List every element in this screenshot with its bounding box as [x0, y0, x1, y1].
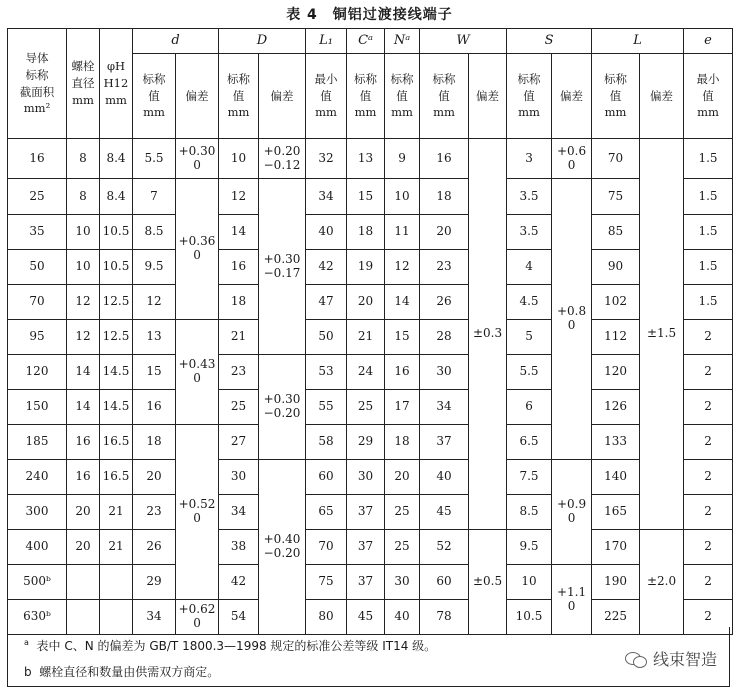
cell-bolt: 14 [67, 390, 100, 425]
cell-d-nominal: 23 [133, 495, 176, 530]
cell-big-d-nominal: 16 [219, 250, 259, 285]
header-l: L [592, 29, 684, 54]
cell-w-nominal: 23 [420, 250, 469, 285]
header-d-nominal: 标称 值 mm [133, 54, 176, 139]
cell-l1-min: 80 [306, 600, 347, 635]
cell-area: 35 [8, 215, 67, 250]
cell-e-min: 2 [684, 425, 733, 460]
deviation-d-4: +0.62 0 [176, 600, 219, 635]
cell-big-d-nominal: 10 [219, 139, 259, 179]
cell-s-nominal: 8.5 [507, 495, 552, 530]
cell-n-nominal: 25 [385, 530, 420, 565]
cell-d-nominal: 8.5 [133, 215, 176, 250]
cell-n-nominal: 10 [385, 179, 420, 215]
cell-w-nominal: 52 [420, 530, 469, 565]
cell-s-nominal: 5.5 [507, 355, 552, 390]
cell-e-min: 2 [684, 320, 733, 355]
watermark [625, 647, 717, 670]
header-l-nominal: 标称 值 mm [592, 54, 640, 139]
header-w-deviation: 偏差 [469, 54, 507, 139]
cell-w-nominal: 37 [420, 425, 469, 460]
table-row [8, 250, 733, 285]
table-row [8, 355, 733, 390]
cell-d-nominal: 20 [133, 460, 176, 495]
cell-w-nominal: 26 [420, 285, 469, 320]
table-title: 表 4 铜铝过渡接线端子 [286, 7, 453, 23]
cell-c-nominal: 24 [347, 355, 385, 390]
cell-e-min: 2 [684, 565, 733, 600]
cell-l-nominal: 225 [592, 600, 640, 635]
cell-area: 185 [8, 425, 67, 460]
deviation-s-0: +0.6 0 [552, 139, 592, 179]
cell-phi: 16.5 [100, 460, 133, 495]
table-row [8, 460, 733, 495]
cell-l-nominal: 112 [592, 320, 640, 355]
cell-s-nominal: 3.5 [507, 179, 552, 215]
cell-l1-min: 65 [306, 495, 347, 530]
cell-phi: 21 [100, 530, 133, 565]
table-row [8, 495, 733, 530]
deviation-s-1: +0.8 0 [552, 179, 592, 460]
note-b-text: 螺栓直径和数量由供需双方商定。 [39, 665, 220, 679]
header-e-min: 最小 值 mm [684, 54, 733, 139]
spec-table [7, 28, 733, 635]
cell-area: 400 [8, 530, 67, 565]
cell-s-nominal: 4 [507, 250, 552, 285]
header-e: e [684, 29, 733, 54]
cell-c-nominal: 37 [347, 530, 385, 565]
cell-big-d-nominal: 30 [219, 460, 259, 495]
cell-w-nominal: 28 [420, 320, 469, 355]
cell-c-nominal: 29 [347, 425, 385, 460]
cell-l-nominal: 170 [592, 530, 640, 565]
cell-l1-min: 70 [306, 530, 347, 565]
cell-n-nominal: 17 [385, 390, 420, 425]
cell-w-nominal: 20 [420, 215, 469, 250]
cell-l-nominal: 165 [592, 495, 640, 530]
cell-big-d-nominal: 25 [219, 390, 259, 425]
cell-phi: 12.5 [100, 285, 133, 320]
deviation-l-1: ±2.0 [640, 530, 684, 635]
header-d: d [133, 29, 219, 54]
cell-area: 95 [8, 320, 67, 355]
header-s: S [507, 29, 592, 54]
cell-e-min: 2 [684, 530, 733, 565]
cell-n-nominal: 14 [385, 285, 420, 320]
cell-d-nominal: 12 [133, 285, 176, 320]
cell-e-min: 2 [684, 460, 733, 495]
cell-d-nominal: 13 [133, 320, 176, 355]
cell-l-nominal: 126 [592, 390, 640, 425]
cell-e-min: 2 [684, 495, 733, 530]
cell-d-nominal: 15 [133, 355, 176, 390]
cell-d-nominal: 7 [133, 179, 176, 215]
cell-s-nominal: 5 [507, 320, 552, 355]
table-row [8, 285, 733, 320]
header-n-nominal: 标称 值 mm [385, 54, 420, 139]
header-phi-h: φH H12 mm [100, 29, 133, 139]
cell-n-nominal: 20 [385, 460, 420, 495]
cell-area: 630ᵇ [8, 600, 67, 635]
table-row [8, 565, 733, 600]
cell-l1-min: 55 [306, 390, 347, 425]
header-w-nominal: 标称 值 mm [420, 54, 469, 139]
deviation-s-3: +1.1 0 [552, 565, 592, 635]
cell-c-nominal: 15 [347, 179, 385, 215]
cell-l-nominal: 120 [592, 355, 640, 390]
cell-l-nominal: 85 [592, 215, 640, 250]
cell-bolt: 14 [67, 355, 100, 390]
header-c-nominal: 标称 值 mm [347, 54, 385, 139]
cell-area: 150 [8, 390, 67, 425]
cell-c-nominal: 30 [347, 460, 385, 495]
cell-phi: 14.5 [100, 390, 133, 425]
header-big-d-nominal: 标称 值 mm [219, 54, 259, 139]
header-s-deviation: 偏差 [552, 54, 592, 139]
cell-phi [100, 565, 133, 600]
table-notes [7, 627, 730, 687]
cell-phi: 8.4 [100, 139, 133, 179]
cell-s-nominal: 6 [507, 390, 552, 425]
cell-area: 300 [8, 495, 67, 530]
cell-l1-min: 32 [306, 139, 347, 179]
cell-area: 500ᵇ [8, 565, 67, 600]
cell-bolt: 12 [67, 285, 100, 320]
cell-big-d-nominal: 34 [219, 495, 259, 530]
cell-w-nominal: 18 [420, 179, 469, 215]
note-b-marker: b [24, 665, 32, 679]
cell-w-nominal: 34 [420, 390, 469, 425]
cell-c-nominal: 25 [347, 390, 385, 425]
cell-l1-min: 47 [306, 285, 347, 320]
cell-e-min: 1.5 [684, 250, 733, 285]
cell-area: 25 [8, 179, 67, 215]
cell-l-nominal: 133 [592, 425, 640, 460]
cell-bolt: 16 [67, 425, 100, 460]
cell-phi: 21 [100, 495, 133, 530]
deviation-d-2: +0.30 −0.20 [259, 355, 306, 460]
cell-big-d-nominal: 42 [219, 565, 259, 600]
table-row [8, 425, 733, 460]
cell-d-nominal: 16 [133, 390, 176, 425]
cell-w-nominal: 78 [420, 600, 469, 635]
header-bolt-diameter: 螺栓 直径 mm [67, 29, 100, 139]
cell-d-nominal: 26 [133, 530, 176, 565]
cell-l1-min: 42 [306, 250, 347, 285]
cell-l-nominal: 102 [592, 285, 640, 320]
header-l1-min: 最小 值 mm [306, 54, 347, 139]
cell-w-nominal: 45 [420, 495, 469, 530]
cell-bolt [67, 565, 100, 600]
header-w: W [420, 29, 507, 54]
deviation-d-3: +0.40 −0.20 [259, 460, 306, 635]
header-big-d: D [219, 29, 306, 54]
cell-big-d-nominal: 18 [219, 285, 259, 320]
cell-c-nominal: 18 [347, 215, 385, 250]
cell-bolt: 16 [67, 460, 100, 495]
table-row [8, 390, 733, 425]
cell-c-nominal: 13 [347, 139, 385, 179]
table-row [8, 320, 733, 355]
header-n: Nᵃ [385, 29, 420, 54]
cell-n-nominal: 18 [385, 425, 420, 460]
cell-big-d-nominal: 14 [219, 215, 259, 250]
cell-e-min: 2 [684, 355, 733, 390]
deviation-w-0: ±0.3 [469, 139, 507, 530]
deviation-d-0: +0.30 0 [176, 139, 219, 179]
cell-l1-min: 58 [306, 425, 347, 460]
deviation-d-1: +0.30 −0.17 [259, 179, 306, 355]
deviation-d-2: +0.43 0 [176, 320, 219, 425]
cell-bolt: 20 [67, 530, 100, 565]
cell-n-nominal: 16 [385, 355, 420, 390]
cell-big-d-nominal: 23 [219, 355, 259, 390]
cell-d-nominal: 9.5 [133, 250, 176, 285]
cell-big-d-nominal: 38 [219, 530, 259, 565]
watermark-text: 线束智造 [652, 650, 717, 669]
note-a-marker: a [24, 638, 29, 647]
deviation-l-0: ±1.5 [640, 139, 684, 530]
header-l-deviation: 偏差 [640, 54, 684, 139]
note-b [24, 663, 219, 680]
header-d-deviation: 偏差 [176, 54, 219, 139]
cell-bolt: 12 [67, 320, 100, 355]
cell-phi: 14.5 [100, 355, 133, 390]
wechat-icon [625, 650, 647, 668]
cell-c-nominal: 37 [347, 495, 385, 530]
cell-big-d-nominal: 27 [219, 425, 259, 460]
deviation-d-1: +0.36 0 [176, 179, 219, 320]
header-c: Cᵃ [347, 29, 385, 54]
cell-phi: 10.5 [100, 250, 133, 285]
cell-l1-min: 50 [306, 320, 347, 355]
cell-l1-min: 75 [306, 565, 347, 600]
cell-e-min: 1.5 [684, 139, 733, 179]
table-row [8, 215, 733, 250]
header-big-d-deviation: 偏差 [259, 54, 306, 139]
cell-s-nominal: 10.5 [507, 600, 552, 635]
deviation-s-2: +0.9 0 [552, 460, 592, 565]
cell-l-nominal: 140 [592, 460, 640, 495]
cell-bolt: 10 [67, 250, 100, 285]
cell-c-nominal: 19 [347, 250, 385, 285]
cell-big-d-nominal: 54 [219, 600, 259, 635]
cell-area: 50 [8, 250, 67, 285]
cell-w-nominal: 30 [420, 355, 469, 390]
cell-e-min: 2 [684, 600, 733, 635]
table-row [8, 139, 733, 179]
cell-c-nominal: 37 [347, 565, 385, 600]
cell-l-nominal: 75 [592, 179, 640, 215]
cell-area: 120 [8, 355, 67, 390]
table-row [8, 530, 733, 565]
cell-bolt: 20 [67, 495, 100, 530]
cell-n-nominal: 30 [385, 565, 420, 600]
cell-w-nominal: 40 [420, 460, 469, 495]
cell-n-nominal: 15 [385, 320, 420, 355]
cell-c-nominal: 45 [347, 600, 385, 635]
cell-area: 240 [8, 460, 67, 495]
cell-phi: 8.4 [100, 179, 133, 215]
deviation-d-0: +0.20 −0.12 [259, 139, 306, 179]
cell-e-min: 1.5 [684, 285, 733, 320]
cell-n-nominal: 25 [385, 495, 420, 530]
header-s-nominal: 标称 值 mm [507, 54, 552, 139]
cell-l-nominal: 90 [592, 250, 640, 285]
cell-n-nominal: 40 [385, 600, 420, 635]
cell-e-min: 1.5 [684, 179, 733, 215]
cell-n-nominal: 12 [385, 250, 420, 285]
deviation-d-3: +0.52 0 [176, 425, 219, 600]
cell-c-nominal: 20 [347, 285, 385, 320]
table-row [8, 179, 733, 215]
note-a [24, 637, 436, 654]
cell-s-nominal: 9.5 [507, 530, 552, 565]
cell-l1-min: 60 [306, 460, 347, 495]
cell-w-nominal: 16 [420, 139, 469, 179]
cell-bolt: 8 [67, 179, 100, 215]
cell-l1-min: 53 [306, 355, 347, 390]
cell-c-nominal: 21 [347, 320, 385, 355]
cell-e-min: 1.5 [684, 215, 733, 250]
cell-phi: 12.5 [100, 320, 133, 355]
cell-big-d-nominal: 12 [219, 179, 259, 215]
note-a-text: 表中 C、N 的偏差为 GB/T 1800.3—1998 规定的标准公差等级 IT14 级。 [36, 639, 437, 653]
cell-area: 16 [8, 139, 67, 179]
cell-d-nominal: 29 [133, 565, 176, 600]
cell-e-min: 2 [684, 390, 733, 425]
cell-phi: 16.5 [100, 425, 133, 460]
cell-s-nominal: 6.5 [507, 425, 552, 460]
cell-n-nominal: 9 [385, 139, 420, 179]
cell-s-nominal: 3 [507, 139, 552, 179]
deviation-w-1: ±0.5 [469, 530, 507, 635]
cell-l-nominal: 70 [592, 139, 640, 179]
cell-l-nominal: 190 [592, 565, 640, 600]
cell-bolt: 8 [67, 139, 100, 179]
cell-s-nominal: 10 [507, 565, 552, 600]
cell-d-nominal: 5.5 [133, 139, 176, 179]
header-conductor-area: 导体 标称 截面积 mm² [8, 29, 67, 139]
cell-d-nominal: 34 [133, 600, 176, 635]
header-l1: L₁ [306, 29, 347, 54]
cell-n-nominal: 11 [385, 215, 420, 250]
cell-s-nominal: 7.5 [507, 460, 552, 495]
cell-phi: 10.5 [100, 215, 133, 250]
cell-w-nominal: 60 [420, 565, 469, 600]
cell-bolt: 10 [67, 215, 100, 250]
cell-s-nominal: 3.5 [507, 215, 552, 250]
cell-l1-min: 40 [306, 215, 347, 250]
cell-d-nominal: 18 [133, 425, 176, 460]
cell-big-d-nominal: 21 [219, 320, 259, 355]
cell-s-nominal: 4.5 [507, 285, 552, 320]
cell-area: 70 [8, 285, 67, 320]
cell-l1-min: 34 [306, 179, 347, 215]
